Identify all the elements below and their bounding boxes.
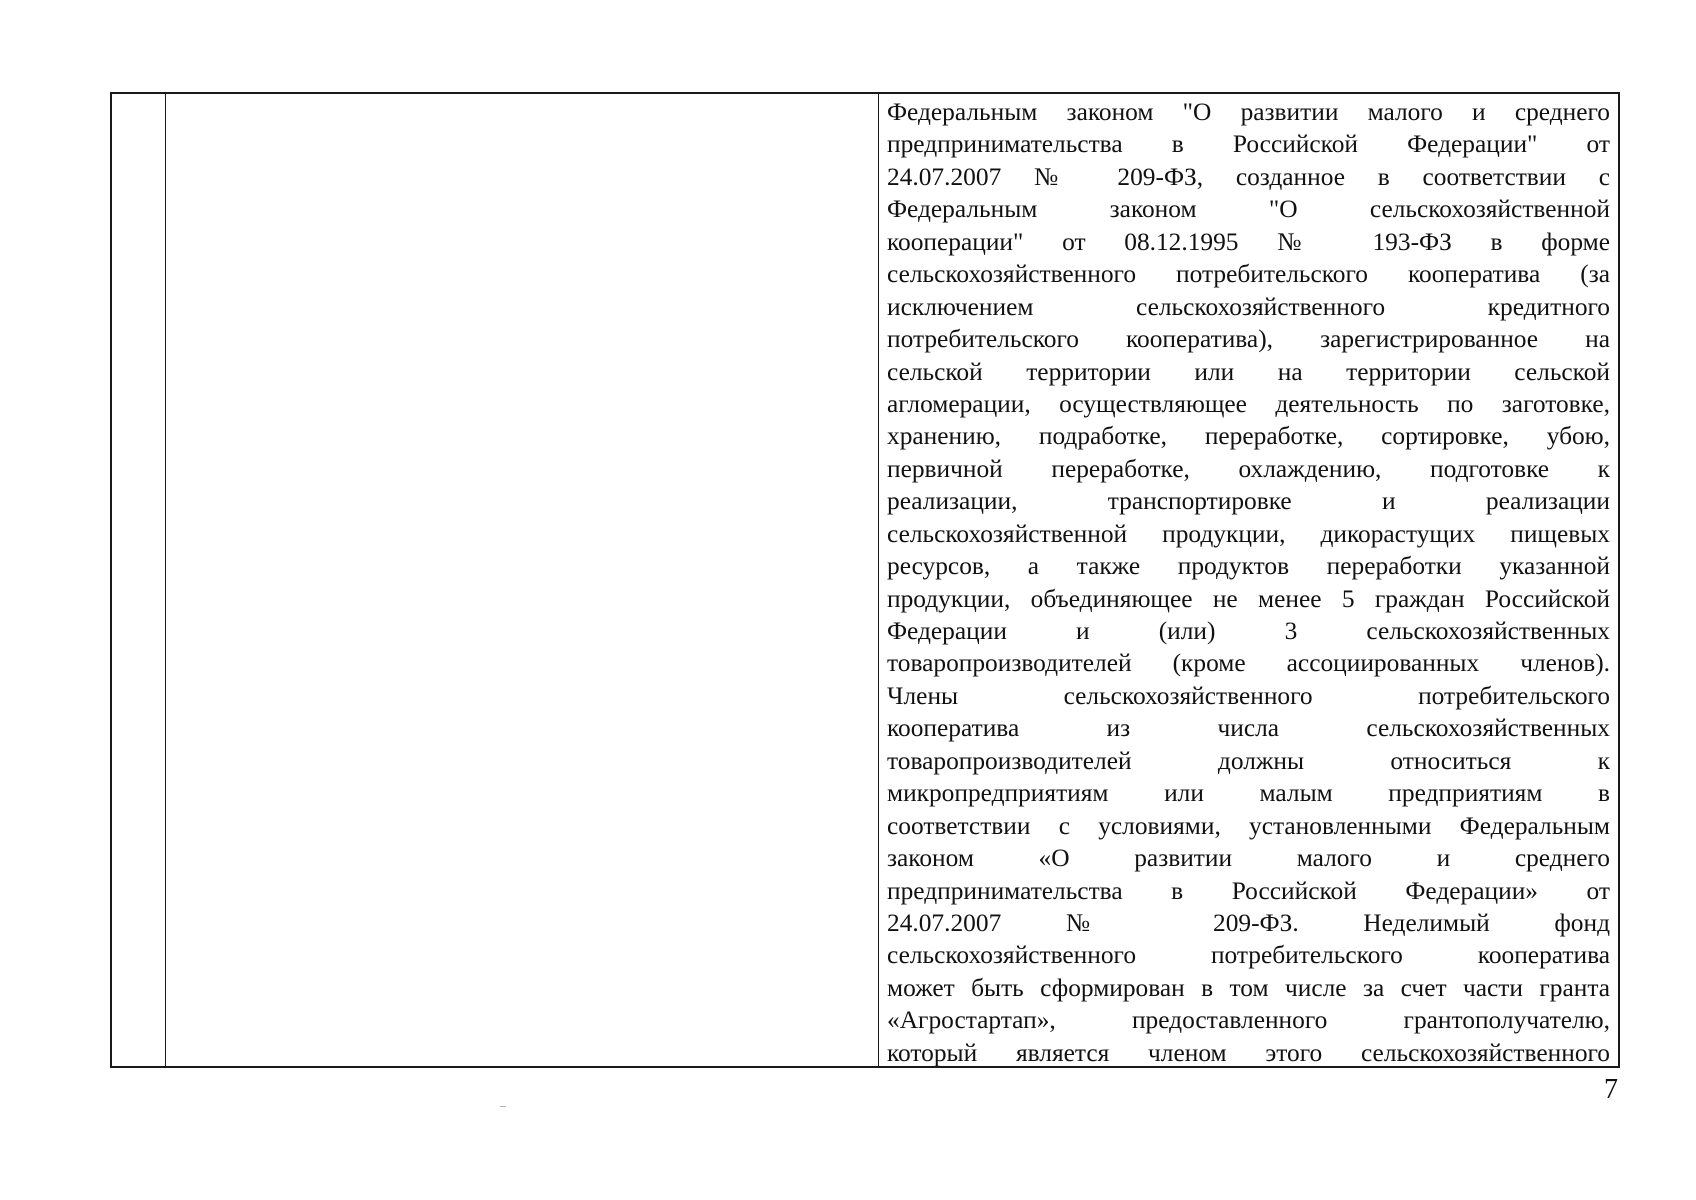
text-line: предпринимательства в Российской Федерации" от: [887, 130, 1610, 159]
page-number: 7: [1604, 1074, 1618, 1105]
text-line: микропредприятиям или малым предприятиям в: [887, 779, 1610, 808]
text-line: Члены сельскохозяйственного потребительского: [887, 681, 1610, 710]
text-line: предпринимательства в Российской Федерации» от: [887, 876, 1610, 905]
text-line: сельскохозяйственного потребительского кооператива: [887, 941, 1610, 970]
text-line: Федеральным законом "О развитии малого и среднего: [887, 98, 1610, 126]
text-line: соответствии с условиями, установленными Федеральным: [887, 811, 1610, 840]
text-line: исключением сельскохозяйственного кредитного: [887, 292, 1610, 321]
text-line: хранению, подработке, переработке, сортировке, убою,: [887, 422, 1610, 451]
text-line: реализации, транспортировке и реализации: [887, 487, 1610, 516]
text-line: товаропроизводителей (кроме ассоциированных членов).: [887, 649, 1610, 678]
text-line: 24.07.2007 № 209-ФЗ, созданное в соответствии с: [887, 162, 1610, 191]
text-line: 24.07.2007 № 209-ФЗ. Неделимый фонд: [887, 908, 1610, 937]
column-divider-2: [878, 94, 879, 1066]
text-line: ресурсов, а также продуктов переработки указанной: [887, 552, 1610, 581]
table-cell-text: [887, 96, 1610, 1066]
document-table: [110, 92, 1620, 1068]
text-line: «Агростартап», предоставленного грантополучателю,: [887, 1006, 1610, 1035]
text-line: может быть сформирован в том числе за счет части гранта: [887, 973, 1610, 1002]
text-line: продукции, объединяющее не менее 5 граждан Российской: [887, 584, 1610, 613]
text-line: товаропроизводителей должны относиться к: [887, 746, 1610, 775]
text-line: который является членом этого сельскохозяйственного: [887, 1038, 1610, 1066]
text-line: сельскохозяйственного потребительского кооператива (за: [887, 260, 1610, 289]
text-line: сельской территории или на территории сельской: [887, 357, 1610, 386]
text-line: кооперации" от 08.12.1995 № 193-ФЗ в форме: [887, 227, 1610, 256]
text-line: кооператива из числа сельскохозяйственных: [887, 714, 1610, 743]
text-line: первичной переработке, охлаждению, подготовке к: [887, 454, 1610, 483]
text-line: Федеральным законом "О сельскохозяйственной: [887, 195, 1610, 224]
scan-artifact: [500, 1106, 506, 1107]
text-line: агломерации, осуществляющее деятельность по заготовке,: [887, 389, 1610, 418]
text-line: Федерации и (или) 3 сельскохозяйственных: [887, 617, 1610, 645]
text-line: потребительского кооператива), зарегистрированное на: [887, 325, 1610, 354]
text-line: законом «О развитии малого и среднего: [887, 844, 1610, 873]
text-line: сельскохозяйственной продукции, дикорастущих пищевых: [887, 519, 1610, 548]
column-divider-1: [165, 94, 166, 1066]
